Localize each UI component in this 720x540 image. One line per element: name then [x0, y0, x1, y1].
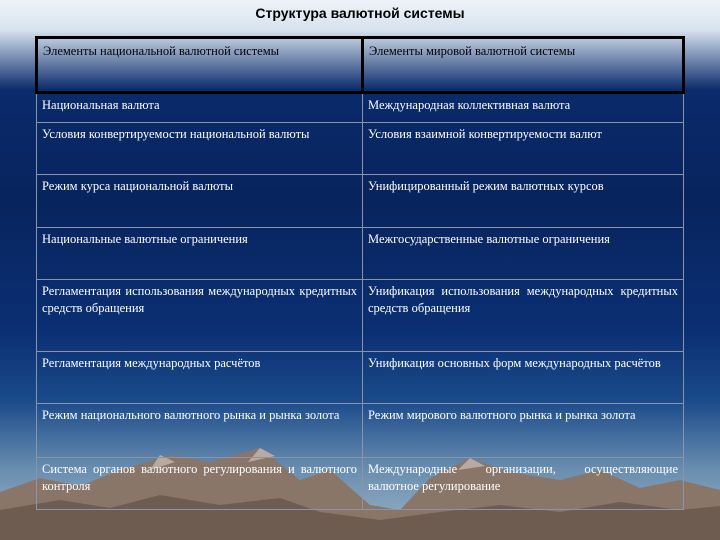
table-cell: Унификация использования международных кредитных средств обращения	[363, 280, 684, 352]
table-cell: Режим курса национальной валюты	[37, 175, 363, 228]
header-national: Элементы национальной валютной системы	[37, 38, 363, 93]
table-cell: Унификация основных форм международных расчётов	[363, 352, 684, 404]
table-cell: Межгосударственные валютные ограничения	[363, 228, 684, 280]
table-cell: Международная коллективная валюта	[363, 93, 684, 123]
table-row	[37, 458, 684, 510]
table-row	[37, 175, 684, 228]
table-row	[37, 352, 684, 404]
table-cell: Национальная валюта	[37, 93, 363, 123]
table-cell: Регламентация международных расчётов	[37, 352, 363, 404]
table-row	[37, 123, 684, 175]
table-cell: Условия взаимной конвертируемости валют	[363, 123, 684, 175]
table-row	[37, 280, 684, 352]
slide-title: Структура валютной системы	[255, 5, 465, 21]
table-cell: Международные организации, осуществляющие валютное регулирование	[363, 458, 684, 510]
header-world: Элементы мировой валютной системы	[363, 38, 684, 93]
table-header-row	[37, 38, 684, 93]
currency-system-table	[35, 36, 685, 510]
table-cell: Система органов валютного регулирования и валютного контроля	[37, 458, 363, 510]
table-row	[37, 93, 684, 123]
table-cell: Регламентация использования международных кредитных средств обращения	[37, 280, 363, 352]
table-cell: Национальные валютные ограничения	[37, 228, 363, 280]
table-cell: Условия конвертируемости национальной валюты	[37, 123, 363, 175]
table-cell: Режим национального валютного рынка и рынка золота	[37, 404, 363, 458]
table-row	[37, 404, 684, 458]
table-cell: Унифицированный режим валютных курсов	[363, 175, 684, 228]
table-cell: Режим мирового валютного рынка и рынка золота	[363, 404, 684, 458]
table-row	[37, 228, 684, 280]
